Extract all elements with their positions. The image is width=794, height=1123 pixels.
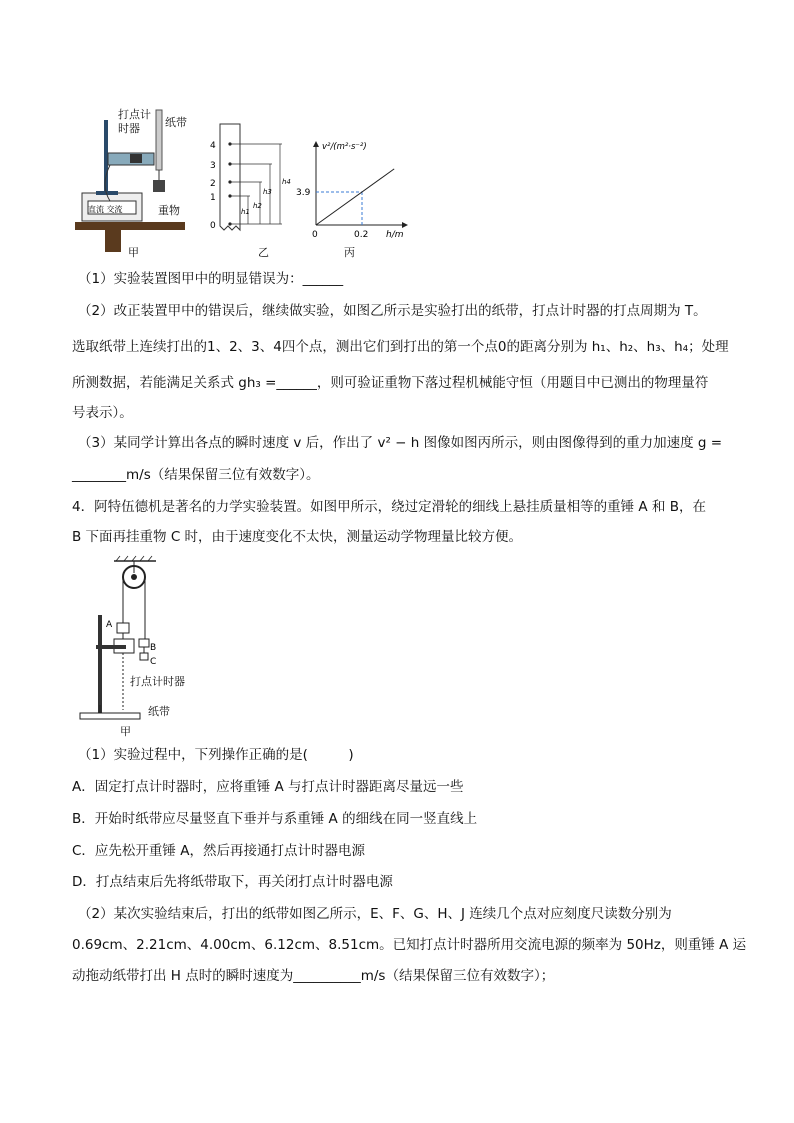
q4-option-a: A．固定打点计时器时，应将重锤 A 与打点计时器距离尽量远一些: [72, 779, 464, 795]
figure-atwood: [76, 555, 216, 735]
q3-part2-line3: 所测数据，若能满足关系式 gh₃ =______，则可验证重物下落过程机械能守恒（用题目中已测出的物理量符: [72, 375, 709, 391]
q3-part3-line2: ________m/s（结果保留三位有效数字）。: [72, 467, 320, 483]
weight-a-label: A: [106, 620, 113, 630]
caption-yi: 乙: [258, 246, 269, 259]
caption-bing: 丙: [344, 246, 355, 259]
caption-atwood: 甲: [120, 725, 131, 738]
q4-part2-line1: （2）某次实验结束后，打出的纸带如图乙所示，E、F、G、H、J 连续几个点对应刻度尺读数分别为: [78, 906, 672, 922]
timer-label-jia: 打点计时器: [118, 108, 151, 135]
tape-label-jia: 纸带: [165, 116, 187, 129]
x-tick-label: 0.2: [354, 230, 369, 240]
y-axis-label: v²/(m²·s⁻²): [322, 142, 367, 152]
weight-c-label: C: [150, 657, 157, 667]
tape-label-atwood: 纸带: [148, 705, 170, 718]
q4-intro-line1: 4．阿特伍德机是著名的力学实验装置。如图甲所示，绕过定滑轮的细线上悬挂质量相等的重锤 A 和 B，在: [72, 499, 706, 515]
weight-b-label: B: [150, 643, 157, 653]
tape-point-2: 2: [210, 179, 216, 189]
q4-part1: （1）实验过程中，下列操作正确的是( ): [78, 747, 354, 763]
x-axis-label: h/m: [386, 230, 404, 240]
q4-option-d: D．打点结束后先将纸带取下，再关闭打点计时器电源: [72, 874, 393, 890]
h4-label: h4: [282, 178, 291, 186]
figure-bing-graph: [290, 135, 410, 245]
tape-point-3: 3: [210, 161, 216, 171]
h1-label: h1: [241, 208, 250, 216]
y-tick-label: 3.9: [296, 188, 311, 198]
h2-label: h2: [253, 202, 262, 210]
q4-option-b: B．开始时纸带应尽量竖直下垂并与系重锤 A 的细线在同一竖直线上: [72, 811, 478, 827]
q3-part2-line2: 选取纸带上连续打出的1、2、3、4四个点，测出它们到打出的第一个点0的距离分别为 h₁、h₂、h₃、h₄；处理: [72, 339, 729, 355]
series-line: [316, 169, 394, 225]
q3-part1: （1）实验装置图甲中的明显错误为：______: [78, 271, 344, 287]
q3-part2-line4: 号表示）。: [72, 405, 133, 421]
q4-intro-line2: B 下面再挂重物 C 时，由于速度变化不太快，测量运动学物理量比较方便。: [72, 529, 523, 545]
origin-label: 0: [312, 230, 318, 240]
tape-point-0: 0: [210, 221, 216, 231]
q4-option-c: C．应先松开重锤 A，然后再接通打点计时器电源: [72, 843, 365, 859]
caption-jia: 甲: [128, 246, 139, 259]
figure-yi-tape: [208, 122, 300, 244]
timer-label-atwood: 打点计时器: [130, 675, 185, 688]
tape-point-1: 1: [210, 193, 216, 203]
tape-point-4: 4: [210, 141, 216, 151]
weight-label-jia: 重物: [158, 204, 180, 217]
q4-part2-line3: 动拖动纸带打出 H 点时的瞬时速度为__________m/s（结果保留三位有效数字）；: [72, 968, 555, 984]
power-label: 直流 交流: [88, 205, 123, 214]
q3-part3-line1: （3）某同学计算出各点的瞬时速度 v 后，作出了 v² − h 图像如图丙所示，则由图像得到的重力加速度 g =: [78, 435, 723, 451]
q3-part2-line1: （2）改正装置甲中的错误后，继续做实验，如图乙所示是实验打出的纸带，打点计时器的打点周期为 T。: [78, 303, 707, 319]
h3-label: h3: [263, 188, 272, 196]
q4-part2-line2: 0.69cm、2.21cm、4.00cm、6.12cm、8.51cm。已知打点计时器所用交流电源的频率为 50Hz，则重锤 A 运: [72, 937, 747, 953]
